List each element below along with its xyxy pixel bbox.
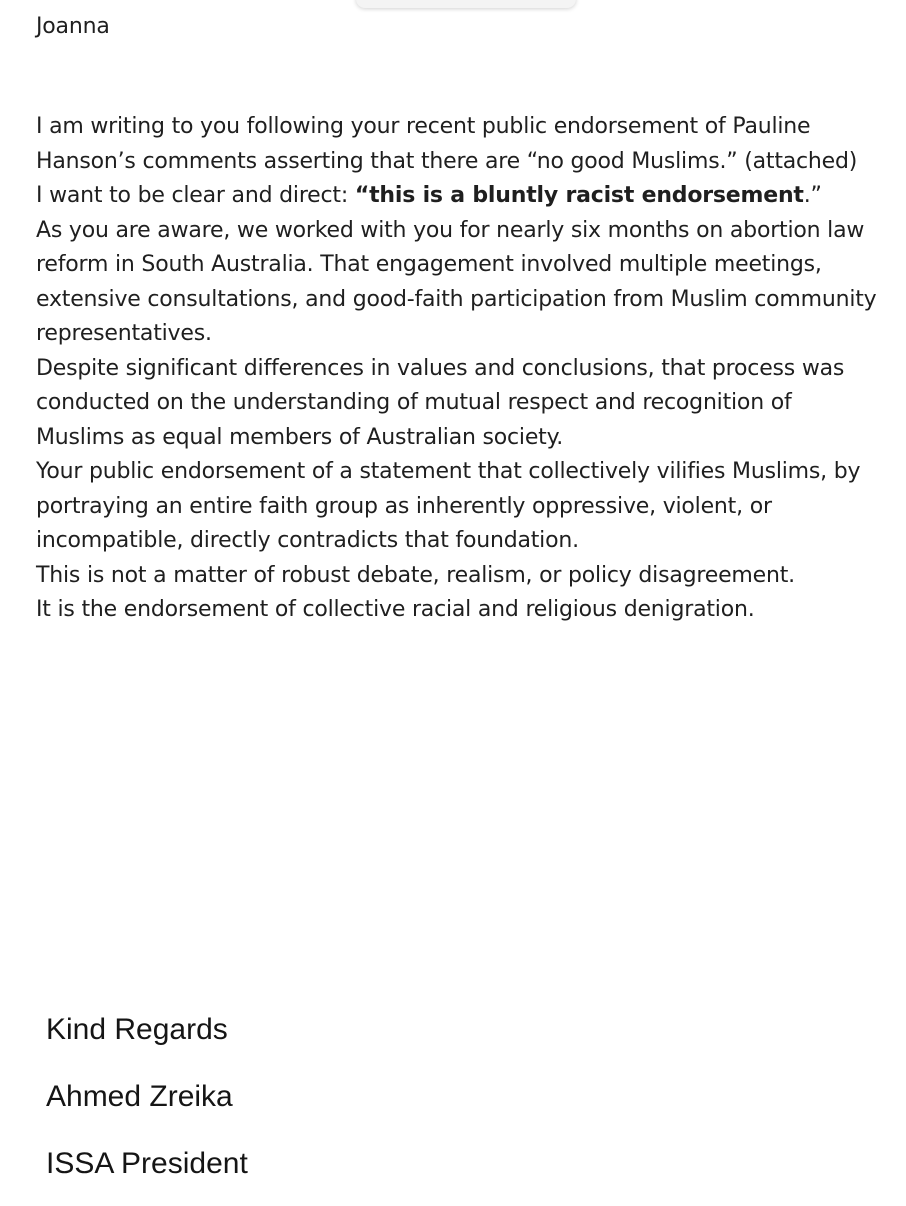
paragraph-denigration: It is the endorsement of collective racial and religious denigration. — [36, 597, 755, 622]
paragraph-not-debate: This is not a matter of robust debate, realism, or policy disagreement. — [36, 562, 795, 588]
signature-block — [46, 1005, 248, 1206]
clear-direct-tail: .” — [803, 183, 822, 208]
paragraph-mutual-respect: Despite significant differences in values and conclusions, that process was conducted on the understanding of mutual respect and recognition of Muslims as equal members of Australian society. — [36, 355, 845, 450]
paragraph-endorsement: I am writing to you following your recent public endorsement of Pauline Hanson’s comments asserting that there are “no good Muslims.” (attached) — [36, 114, 858, 174]
signer-title: ISSA President — [46, 1147, 248, 1180]
closing-line: Kind Regards — [46, 1013, 228, 1046]
letter-greeting: Joanna — [36, 14, 110, 39]
letter-body — [36, 110, 886, 628]
racist-endorsement-emphasis: “this is a bluntly racist endorsement — [354, 183, 804, 208]
top-handle-bar — [356, 0, 576, 8]
paragraph-vilification: Your public endorsement of a statement that collectively vilifies Muslims, by portraying an entire faith group as inherently oppressive, violent, or incompatible, directly contradicts that foundation. — [36, 459, 861, 553]
signer-name: Ahmed Zreika — [46, 1080, 233, 1113]
clear-direct-lead: I want to be clear and direct: — [36, 183, 355, 208]
paragraph-clear-direct — [36, 179, 886, 214]
paragraph-abortion-reform: As you are aware, we worked with you for nearly six months on abortion law reform in South Australia. That engagement involved multiple meetings, extensive consultations, and good-faith participation from Muslim community representatives. — [36, 217, 877, 346]
